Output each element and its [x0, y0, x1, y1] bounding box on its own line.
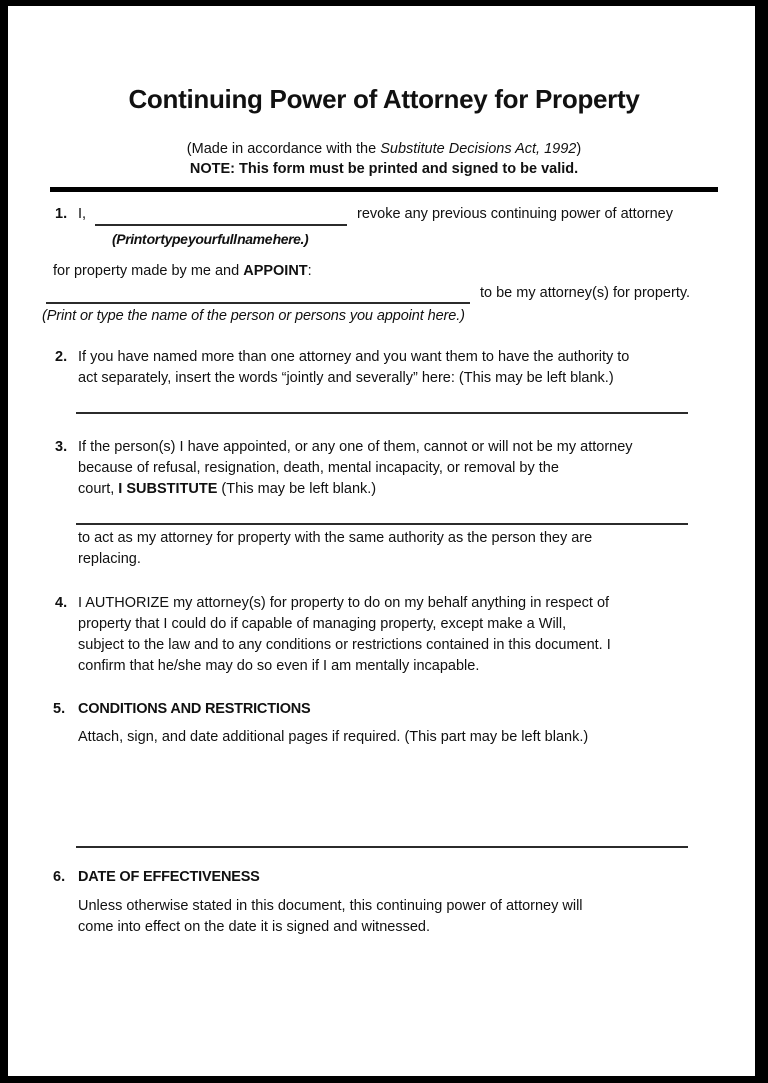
item-1-intro: I,: [78, 206, 87, 222]
title-divider: [50, 187, 718, 192]
item-4-number: 4.: [55, 595, 68, 611]
item-3-after-line-1: to act as my attorney for property with the same authority as the person they are: [78, 530, 593, 546]
appointee-name-line: [46, 283, 470, 304]
item-2-number: 2.: [55, 349, 68, 365]
item-4-line-4: confirm that he/she may do so even if I am mentally incapable.: [78, 658, 480, 674]
item-4-line-3: subject to the law and to any conditions or restrictions contained in this document. I: [78, 637, 611, 653]
court-text: court,: [78, 481, 119, 497]
item-3-after-line-2: replacing.: [78, 551, 141, 567]
subtitle-close: ): [576, 141, 582, 157]
jointly-severally-line: [76, 395, 688, 414]
principal-name-caption: (Print or type your full name here.): [112, 231, 309, 247]
item-1-revoke-text: revoke any previous continuing power of attorney: [357, 206, 673, 222]
subtitle-pre: (Made in accordance with the: [186, 141, 381, 157]
item-6-number: 6.: [53, 869, 66, 885]
item-4-line-1: I AUTHORIZE my attorney(s) for property to do on my behalf anything in respect of: [78, 595, 610, 611]
item-3-number: 3.: [55, 439, 68, 455]
substitute-keyword: I SUBSTITUTE: [118, 481, 218, 497]
item-4-line-2: property that I could do if capable of managing property, except make a Will,: [78, 616, 567, 632]
item-1-number: 1.: [55, 206, 68, 222]
form-title: Continuing Power of Attorney for Property: [128, 84, 640, 114]
act-name-italic: Substitute Decisions Act, 1992: [380, 141, 577, 157]
item-6-body-line-1: Unless otherwise stated in this document, this continuing power of attorney will: [78, 898, 583, 914]
appointee-caption: (Print or type the name of the person or persons you appoint here.): [42, 308, 465, 324]
appoint-colon: :: [307, 263, 312, 279]
substitute-name-line: [76, 506, 688, 525]
form-subtitle: [0, 141, 768, 157]
substitute-note: (This may be left blank.): [217, 481, 377, 497]
item-3-line-2: because of refusal, resignation, death, mental incapacity, or removal by the: [78, 460, 559, 476]
item-3-line-1: If the person(s) I have appointed, or any one of them, cannot or will not be my attorney: [78, 439, 633, 455]
item-5-number: 5.: [53, 701, 66, 717]
item-2-line-1: If you have named more than one attorney and you want them to have the authority to: [78, 349, 630, 365]
item-5-heading: CONDITIONS AND RESTRICTIONS: [78, 701, 311, 717]
form-note: NOTE: This form must be printed and signed to be valid.: [189, 161, 579, 177]
item-3-line-3: [78, 481, 376, 497]
conditions-line: [76, 829, 688, 848]
continuation-text: for property made by me and: [53, 263, 244, 279]
principal-name-line: [95, 205, 347, 226]
item-6-body-line-2: come into effect on the date it is signed and witnessed.: [78, 919, 430, 935]
attorney-label: to be my attorney(s) for property.: [480, 285, 691, 301]
item-2-line-2: act separately, insert the words “jointly and severally” here: (This may be left blank.): [78, 370, 614, 386]
item-6-heading: DATE OF EFFECTIVENESS: [78, 869, 260, 885]
item-1-continuation: [53, 263, 312, 279]
item-5-body: Attach, sign, and date additional pages if required. (This part may be left blank.): [78, 729, 589, 745]
appoint-keyword: APPOINT: [243, 263, 308, 279]
